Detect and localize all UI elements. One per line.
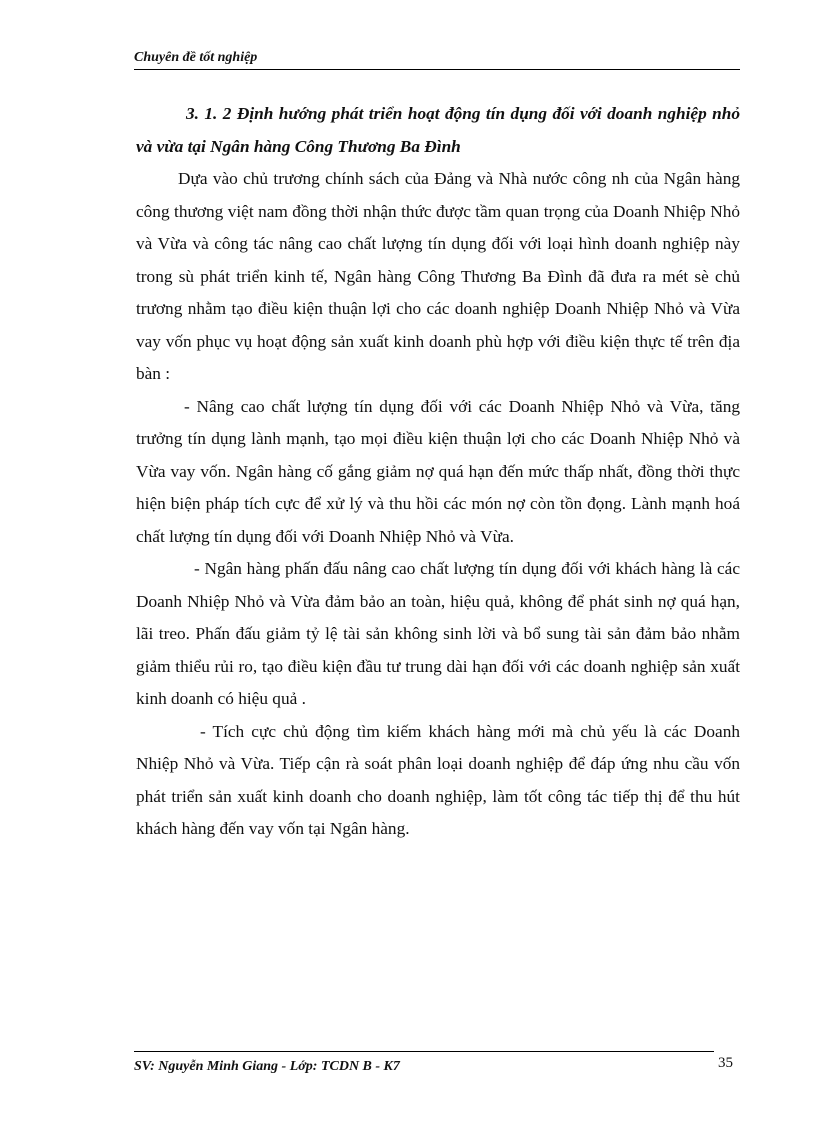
page-header	[134, 49, 740, 70]
paragraph-intro: Dựa vào chủ trương chính sách của Đảng và Nhà nước công nh của Ngân hàng công thương việt nam đồng thời nhận thức được tầm quan trọng của Doanh Nhiệp Nhỏ và Vừa và công tác nâng cao chất lượng tín dụng đối với loại hình doanh nghiệp này trong sù phát triển kinh tế, Ngân hàng Công Thương Ba Đình đã đưa ra mét sè chủ trương nhằm tạo điều kiện thuận lợi cho các doanh nghiệp Doanh Nhiệp Nhỏ và Vừa vay vốn phục vụ hoạt động sản xuất kinh doanh phù hợp với điều kiện thực tế trên địa bàn :	[136, 169, 740, 383]
section-heading: 3. 1. 2 Định hướng phát triển hoạt động tín dụng đối với doanh nghiệp nhỏ và vừa tại Ngân hàng Công Thương Ba Đình	[136, 104, 740, 156]
footer-divider	[134, 1051, 714, 1052]
page-content	[136, 98, 740, 846]
footer-author: SV: Nguyễn Minh Giang - Lớp: TCDN B - K7	[134, 1059, 400, 1074]
page-number: 35	[718, 1055, 733, 1071]
paragraph-bullet-2: - Ngân hàng phấn đấu nâng cao chất lượng tín dụng đối với khách hàng là các Doanh Nhiệp Nhỏ và Vừa đảm bảo an toàn, hiệu quả, không để phát sinh nợ quá hạn, lãi treo. Phấn đấu giảm tỷ lệ tài sản không sinh lời và bổ sung tài sản đảm bảo nhằm giảm thiểu rủi ro, tạo điều kiện đầu tư trung dài hạn đối với các doanh nghiệp sản xuất kinh doanh có hiệu quả .	[136, 559, 740, 708]
paragraph-bullet-3: - Tích cực chủ động tìm kiếm khách hàng mới mà chủ yếu là các Doanh Nhiệp Nhỏ và Vừa. Tiếp cận rà soát phân loại doanh nghiệp để đáp ứng nhu cầu vốn phát triển sản xuất kinh doanh cho doanh nghiệp, làm tốt công tác tiếp thị để thu hút khách hàng đến vay vốn tại Ngân hàng.	[136, 721, 740, 838]
paragraph-bullet-1: - Nâng cao chất lượng tín dụng đối với các Doanh Nhiệp Nhỏ và Vừa, tăng trưởng tín dụng lành mạnh, tạo mọi điều kiện thuận lợi cho các Doanh Nhiệp Nhỏ và Vừa vay vốn. Ngân hàng cố gắng giảm nợ quá hạn đến mức thấp nhất, đồng thời thực hiện biện pháp tích cực để xử lý và thu hồi các món nợ còn tồn đọng. Lành mạnh hoá chất lượng tín dụng đối với Doanh Nhiệp Nhỏ và Vừa.	[136, 396, 740, 546]
header-title: Chuyên đề tốt nghiệp	[134, 50, 258, 65]
